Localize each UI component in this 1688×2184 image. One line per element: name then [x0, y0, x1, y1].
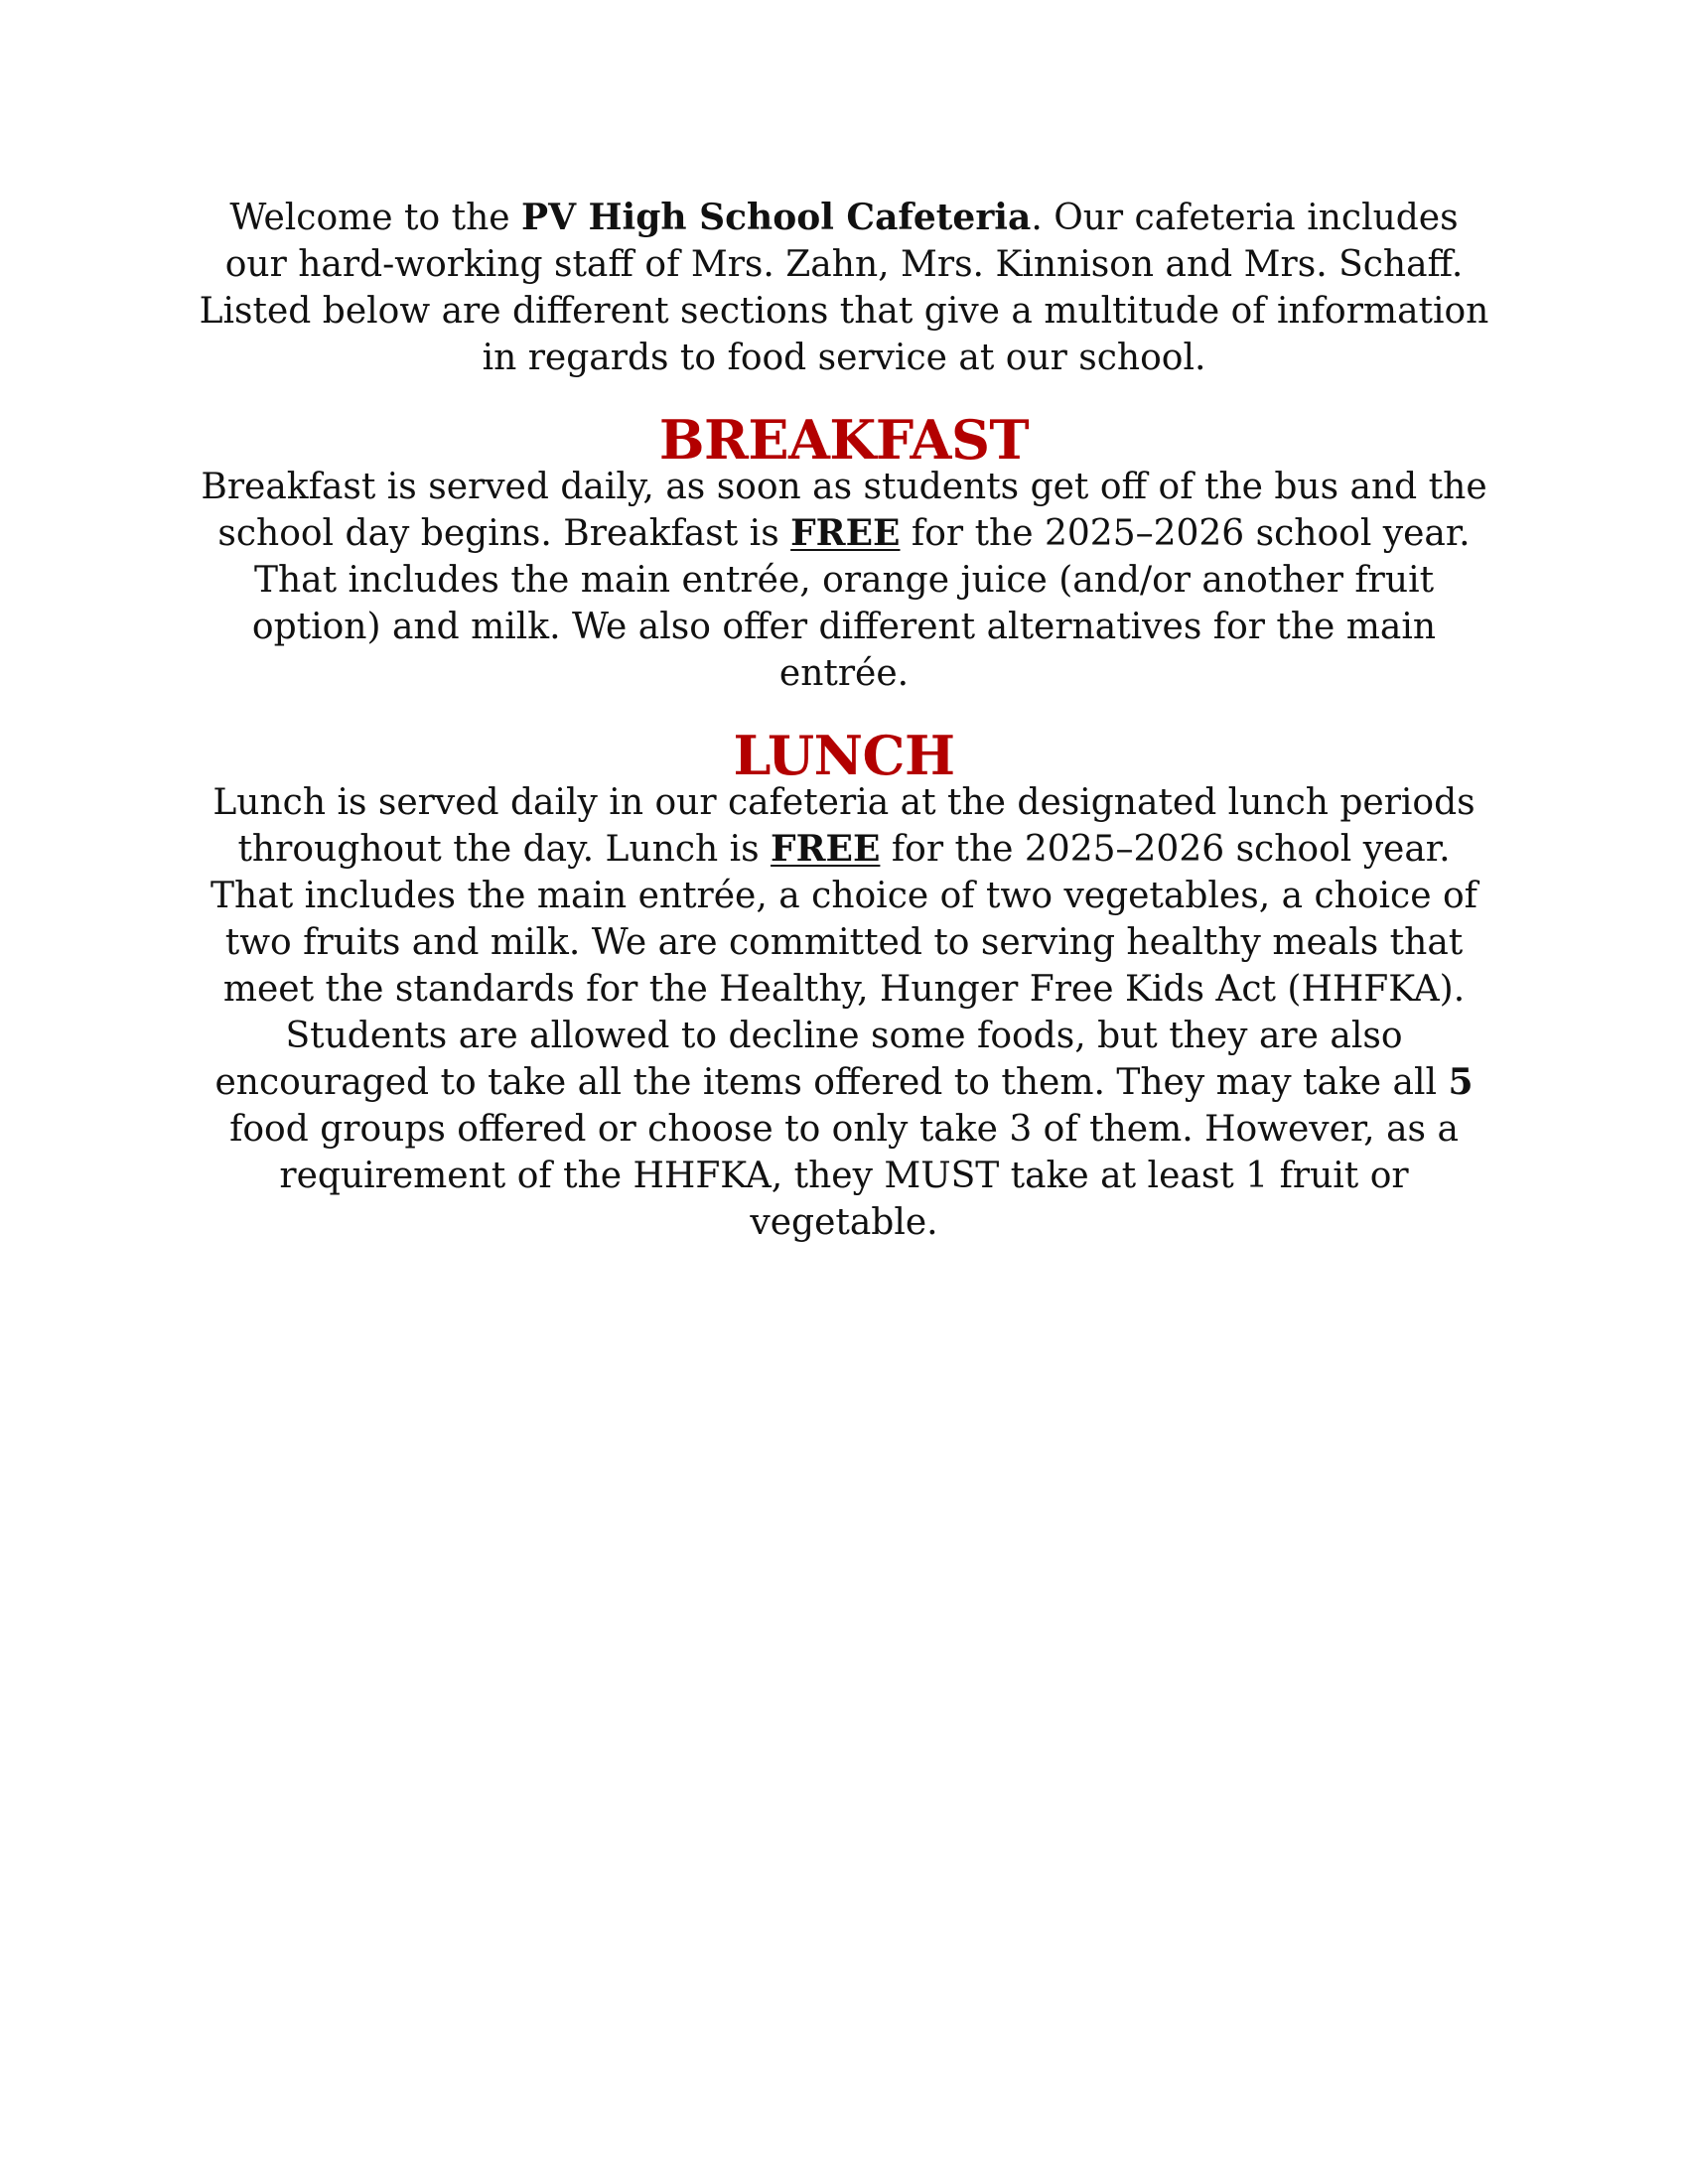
- breakfast-heading: BREAKFAST: [658, 408, 1030, 472]
- breakfast-section: [199, 408, 1489, 697]
- breakfast-text-after: for the 2025–2026 school year. That includes the main entrée, orange juice (and/or another fruit option) and milk. We also offer different alternatives for the main entrée.: [251, 513, 1471, 694]
- breakfast-text-before: Breakfast is served daily, as soon as students get off of the bus and the school day begins. Breakfast is: [201, 467, 1487, 554]
- lunch-heading: LUNCH: [733, 724, 955, 787]
- breakfast-paragraph: [199, 464, 1489, 697]
- intro-text-after: . Our cafeteria includes our hard-working staff of Mrs. Zahn, Mrs. Kinnison and Mrs. Schaff. Listed below are different sections that give a multitude of information in regards to food service at our school.: [199, 198, 1489, 378]
- intro-paragraph: [199, 195, 1489, 381]
- lunch-text-before: Lunch is served daily in our cafeteria at the designated lunch periods throughout the day. Lunch is: [212, 782, 1476, 870]
- school-name: PV High School Cafeteria: [521, 197, 1032, 238]
- lunch-five-food-groups: 5: [1448, 1061, 1474, 1103]
- lunch-free-label: FREE: [771, 828, 881, 870]
- breakfast-free-label: FREE: [790, 512, 901, 554]
- lunch-text-after: food groups offered or choose to only take 3 of them. However, as a requirement of the HHFKA, they MUST take at least 1 fruit or vegetable.: [229, 1109, 1459, 1243]
- intro-text-before: Welcome to the: [229, 198, 521, 238]
- lunch-paragraph: [199, 779, 1489, 1246]
- lunch-section: [199, 724, 1489, 1246]
- document-page: [199, 195, 1489, 1282]
- lunch-text-middle: for the 2025–2026 school year. That includes the main entrée, a choice of two vegetables, a choice of two fruits and milk. We are committed to serving healthy meals that meet the standards for the Healthy, Hunger Free Kids Act (HHFKA). Students are allowed to decline some foods, but they are also encouraged to take all the items offered to them. They may take all: [211, 829, 1477, 1103]
